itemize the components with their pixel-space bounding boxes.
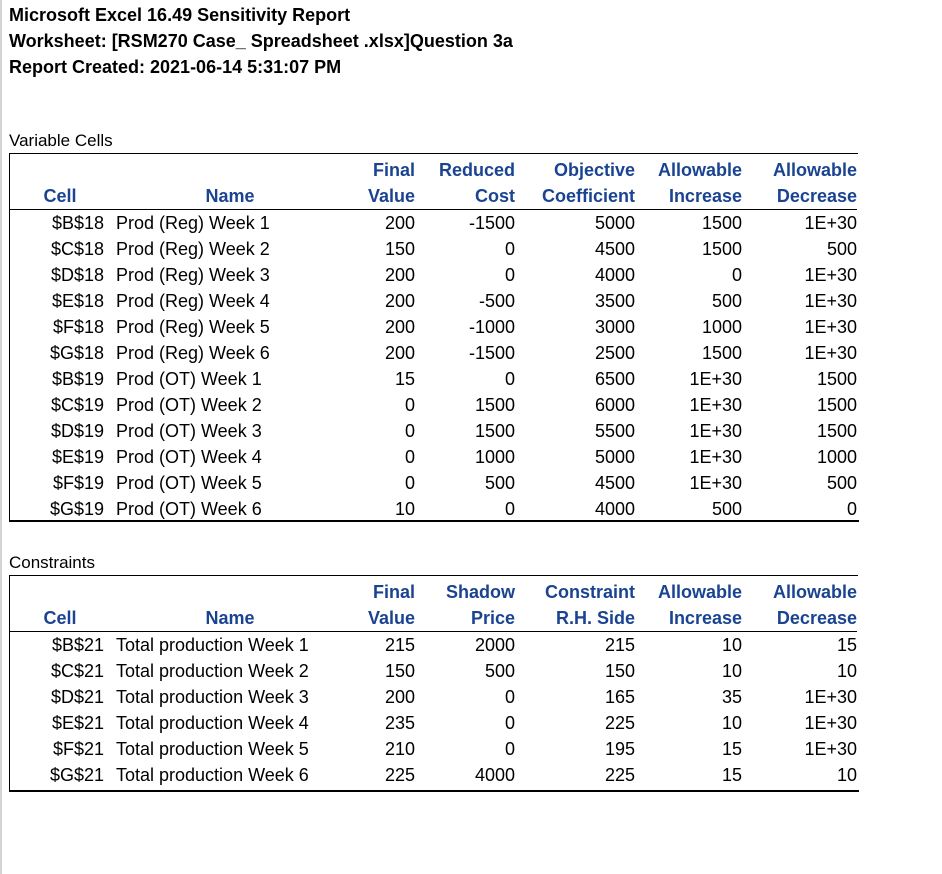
- table-row: [10, 762, 857, 788]
- header-cell: Cell: [10, 183, 110, 210]
- table-row: [10, 658, 857, 684]
- reduced-cost: -1000: [468, 317, 515, 337]
- objective-coefficient: 3000: [594, 317, 635, 337]
- allowable-decrease: 1500: [816, 421, 857, 441]
- cell-ref: $C$18: [50, 239, 104, 259]
- allowable-decrease: 1E+30: [804, 343, 857, 363]
- header-name: Name: [110, 183, 350, 210]
- table-row: [10, 684, 857, 710]
- allowable-decrease: 1E+30: [804, 213, 857, 233]
- report-created-line: Report Created: 2021-06-14 5:31:07 PM: [9, 57, 342, 77]
- objective-coefficient: 6500: [594, 369, 635, 389]
- allowable-decrease: 15: [836, 635, 857, 655]
- reduced-cost: 0: [504, 265, 515, 285]
- cell-name: Prod (OT) Week 1: [116, 369, 262, 389]
- allowable-increase: 1E+30: [689, 421, 742, 441]
- cell-ref: $E$19: [51, 447, 104, 467]
- allowable-increase: 15: [721, 739, 742, 759]
- variable-cells-body: [10, 210, 857, 523]
- constraints-label: Constraints: [9, 553, 95, 572]
- reduced-cost: 1500: [474, 395, 515, 415]
- allowable-increase: 1000: [701, 317, 742, 337]
- rh-side: 165: [604, 687, 635, 707]
- cell-name: Prod (OT) Week 5: [116, 473, 262, 493]
- header-increase: Increase: [635, 605, 742, 632]
- cell-ref: $B$19: [51, 369, 104, 389]
- final-value: 0: [404, 473, 415, 493]
- table-row: [10, 314, 857, 340]
- objective-coefficient: 6000: [594, 395, 635, 415]
- worksheet-line: Worksheet: [RSM270 Case_ Spreadsheet .xlsx]Question 3a: [9, 31, 513, 51]
- header-allowable-dec: Allowable: [772, 582, 857, 602]
- cell-ref: $E$21: [51, 713, 104, 733]
- final-value: 0: [404, 421, 415, 441]
- final-value: 200: [384, 343, 415, 363]
- reduced-cost: -1500: [468, 213, 515, 233]
- reduced-cost: 0: [504, 499, 515, 519]
- final-value: 150: [384, 239, 415, 259]
- variable-cells-table: [10, 157, 857, 522]
- cell-ref: $F$19: [52, 473, 104, 493]
- allowable-decrease: 1E+30: [804, 265, 857, 285]
- report-title: Microsoft Excel 16.49 Sensitivity Report: [9, 5, 351, 25]
- objective-coefficient: 4000: [594, 265, 635, 285]
- objective-coefficient: 4000: [594, 499, 635, 519]
- table-row: [10, 210, 857, 237]
- header-allowable-inc: Allowable: [657, 160, 742, 180]
- header-shadow: Shadow: [445, 582, 515, 602]
- objective-coefficient: 2500: [594, 343, 635, 363]
- sheet-left-gridline: [0, 0, 2, 874]
- shadow-price: 0: [504, 687, 515, 707]
- allowable-decrease: 500: [826, 239, 857, 259]
- header-decrease: Decrease: [742, 605, 857, 632]
- header-cell: Cell: [10, 605, 110, 632]
- reduced-cost: -500: [478, 291, 515, 311]
- allowable-increase: 1500: [701, 239, 742, 259]
- shadow-price: 4000: [474, 765, 515, 785]
- objective-coefficient: 5000: [594, 447, 635, 467]
- final-value: 200: [384, 291, 415, 311]
- allowable-decrease: 500: [826, 473, 857, 493]
- allowable-increase: 1500: [701, 343, 742, 363]
- header-value: Value: [350, 605, 415, 632]
- header-decrease: Decrease: [742, 183, 857, 210]
- shadow-price: 2000: [474, 635, 515, 655]
- table-row: [10, 710, 857, 736]
- allowable-increase: 1E+30: [689, 395, 742, 415]
- cell-ref: $D$21: [50, 687, 104, 707]
- cell-ref: $D$19: [50, 421, 104, 441]
- reduced-cost: 1000: [474, 447, 515, 467]
- table-row: [10, 444, 857, 470]
- cell-name: Prod (OT) Week 3: [116, 421, 262, 441]
- table-row: [10, 340, 857, 366]
- shadow-price: 500: [484, 661, 515, 681]
- objective-coefficient: 5000: [594, 213, 635, 233]
- cell-name: Prod (Reg) Week 2: [116, 239, 270, 259]
- cell-ref: $G$21: [49, 765, 104, 785]
- table-row: [10, 288, 857, 314]
- allowable-increase: 10: [721, 713, 742, 733]
- final-value: 15: [394, 369, 415, 389]
- rh-side: 225: [604, 765, 635, 785]
- final-value: 215: [384, 635, 415, 655]
- cell-name: Prod (Reg) Week 4: [116, 291, 270, 311]
- header-cell: [10, 157, 110, 183]
- allowable-increase: 15: [721, 765, 742, 785]
- cell-name: Prod (OT) Week 4: [116, 447, 262, 467]
- header-reduced: Reduced: [438, 160, 515, 180]
- cell-ref: $G$18: [49, 343, 104, 363]
- allowable-decrease: 10: [836, 661, 857, 681]
- allowable-increase: 500: [711, 499, 742, 519]
- header-final: Final: [372, 160, 415, 180]
- final-value: 210: [384, 739, 415, 759]
- header-value: Value: [350, 183, 415, 210]
- allowable-decrease: 1E+30: [804, 739, 857, 759]
- shadow-price: 0: [504, 713, 515, 733]
- allowable-increase: 1E+30: [689, 473, 742, 493]
- allowable-increase: 1E+30: [689, 369, 742, 389]
- table-row: [10, 470, 857, 496]
- table-row: [10, 418, 857, 444]
- cell-ref: $E$18: [51, 291, 104, 311]
- constraints-table: [10, 579, 857, 788]
- final-value: 10: [394, 499, 415, 519]
- objective-coefficient: 5500: [594, 421, 635, 441]
- header-name: [110, 157, 350, 183]
- final-value: 235: [384, 713, 415, 733]
- cell-ref: $B$18: [51, 213, 104, 233]
- table-row: [10, 236, 857, 262]
- cell-name: Prod (Reg) Week 3: [116, 265, 270, 285]
- final-value: 200: [384, 213, 415, 233]
- allowable-decrease: 1000: [816, 447, 857, 467]
- cell-ref: $B$21: [51, 635, 104, 655]
- constraints-body: [10, 632, 857, 789]
- allowable-decrease: 1500: [816, 369, 857, 389]
- cell-name: Total production Week 1: [116, 635, 309, 655]
- allowable-increase: 1E+30: [689, 447, 742, 467]
- cell-ref: $C$19: [50, 395, 104, 415]
- cell-name: Total production Week 4: [116, 713, 309, 733]
- header-increase: Increase: [635, 183, 742, 210]
- cell-ref: $G$19: [49, 499, 104, 519]
- table-row: [10, 632, 857, 659]
- final-value: 200: [384, 317, 415, 337]
- objective-coefficient: 4500: [594, 239, 635, 259]
- allowable-increase: 10: [721, 635, 742, 655]
- header-constraint: Constraint: [545, 582, 635, 602]
- reduced-cost: -1500: [468, 343, 515, 363]
- rh-side: 195: [604, 739, 635, 759]
- allowable-increase: 500: [711, 291, 742, 311]
- cell-name: Total production Week 2: [116, 661, 309, 681]
- allowable-increase: 35: [721, 687, 742, 707]
- cell-name: Prod (Reg) Week 5: [116, 317, 270, 337]
- allowable-decrease: 10: [836, 765, 857, 785]
- rh-side: 225: [604, 713, 635, 733]
- table-row: [10, 736, 857, 762]
- header-cell: [10, 579, 110, 605]
- objective-coefficient: 3500: [594, 291, 635, 311]
- allowable-increase: 0: [731, 265, 742, 285]
- reduced-cost: 500: [484, 473, 515, 493]
- reduced-cost: 1500: [474, 421, 515, 441]
- variable-cells-header-bottom: [10, 183, 857, 210]
- cell-ref: $F$21: [52, 739, 104, 759]
- cell-ref: $C$21: [50, 661, 104, 681]
- header-coefficient: Coefficient: [515, 183, 635, 210]
- allowable-increase: 1500: [701, 213, 742, 233]
- allowable-decrease: 1E+30: [804, 713, 857, 733]
- cell-name: Prod (OT) Week 2: [116, 395, 262, 415]
- objective-coefficient: 4500: [594, 473, 635, 493]
- allowable-decrease: 1500: [816, 395, 857, 415]
- cell-name: Prod (Reg) Week 1: [116, 213, 270, 233]
- shadow-price: 0: [504, 739, 515, 759]
- table-row: [10, 496, 857, 522]
- allowable-decrease: 1E+30: [804, 291, 857, 311]
- cell-name: Total production Week 6: [116, 765, 309, 785]
- final-value: 0: [404, 395, 415, 415]
- allowable-decrease: 1E+30: [804, 317, 857, 337]
- reduced-cost: 0: [504, 239, 515, 259]
- reduced-cost: 0: [504, 369, 515, 389]
- header-allowable-inc: Allowable: [657, 582, 742, 602]
- rh-side: 215: [604, 635, 635, 655]
- final-value: 0: [404, 447, 415, 467]
- final-value: 200: [384, 265, 415, 285]
- header-name: [110, 579, 350, 605]
- cell-name: Total production Week 3: [116, 687, 309, 707]
- final-value: 225: [384, 765, 415, 785]
- cell-name: Prod (OT) Week 6: [116, 499, 262, 519]
- final-value: 200: [384, 687, 415, 707]
- header-price: Price: [415, 605, 515, 632]
- constraints-header-top: [10, 579, 857, 605]
- allowable-decrease: 0: [846, 499, 857, 519]
- header-cost: Cost: [415, 183, 515, 210]
- final-value: 150: [384, 661, 415, 681]
- constraints-header-bottom: [10, 605, 857, 632]
- rh-side: 150: [604, 661, 635, 681]
- allowable-decrease: 1E+30: [804, 687, 857, 707]
- allowable-increase: 10: [721, 661, 742, 681]
- header-name: Name: [110, 605, 350, 632]
- table-row: [10, 392, 857, 418]
- header-allowable-dec: Allowable: [772, 160, 857, 180]
- report-header: [9, 2, 513, 80]
- table-row: [10, 366, 857, 392]
- header-objective: Objective: [553, 160, 635, 180]
- cell-ref: $D$18: [50, 265, 104, 285]
- variable-cells-header-top: [10, 157, 857, 183]
- cell-name: Prod (Reg) Week 6: [116, 343, 270, 363]
- table-row: [10, 262, 857, 288]
- variable-cells-label: Variable Cells: [9, 131, 113, 150]
- header-rh-side: R.H. Side: [515, 605, 635, 632]
- cell-ref: $F$18: [52, 317, 104, 337]
- cell-name: Total production Week 5: [116, 739, 309, 759]
- header-final: Final: [372, 582, 415, 602]
